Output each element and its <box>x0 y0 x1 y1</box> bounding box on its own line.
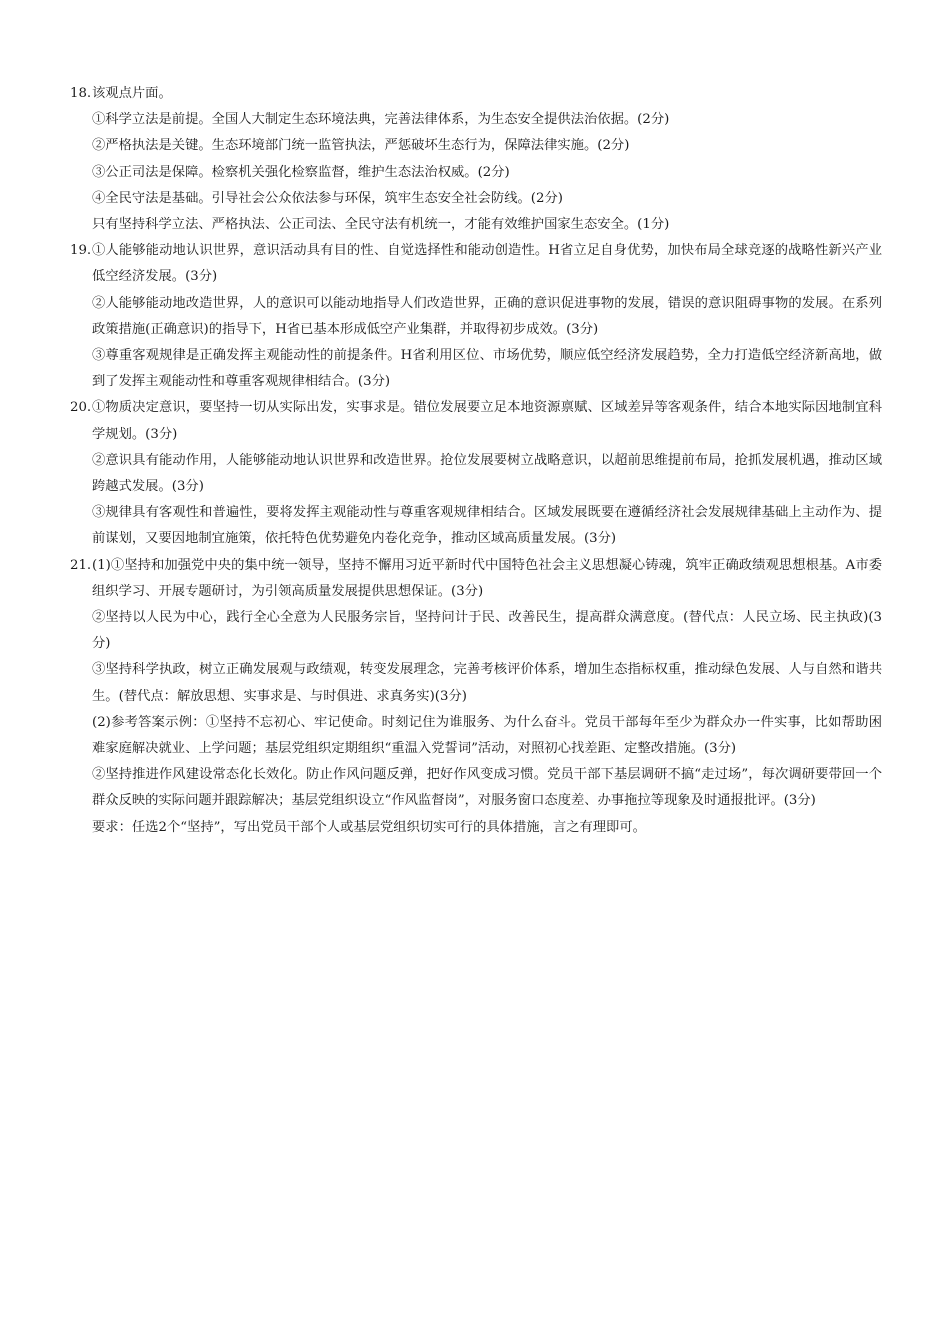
question-19-head <box>70 238 882 290</box>
answer-paragraph: ②坚持以人民为中心，践行全心全意为人民服务宗旨，坚持问计于民、改善民生，提高群众满意度。(替代点：人民立场、民主执政)(3分) <box>92 610 882 652</box>
answer-paragraph: (2)参考答案示例：①坚持不忘初心、牢记使命。时刻记住为谁服务、为什么奋斗。党员干部每年至少为群众办一件实事，比如帮助困难家庭解决就业、上学问题；基层党组织定期组织“重温入党誓词”活动，对照初心找差距、定整改措施。(3分) <box>92 714 882 757</box>
question-number: 19. <box>70 243 92 259</box>
question-number: 20. <box>70 400 92 416</box>
answer-paragraph: ①科学立法是前提。全国人大制定生态环境法典，完善法律体系，为生态安全提供法治依据。(2分) <box>92 112 670 128</box>
answer-line: 该观点片面。 <box>92 86 172 101</box>
answer-paragraph: ②坚持推进作风建设常态化长效化。防止作风问题反弹，把好作风变成习惯。党员干部下基层调研不搞“走过场”，每次调研要带回一个群众反映的实际问题并跟踪解决；基层党组织设立“作风监督岗”，对服务窗口态度差、办事拖拉等现象及时通报批评。(3分) <box>92 767 882 809</box>
answer-paragraph: 只有坚持科学立法、严格执法、公正司法、全民守法有机统一，才能有效维护国家生态安全。(1分) <box>92 217 670 233</box>
question-21-head <box>70 553 882 605</box>
question-18-first <box>92 81 882 107</box>
question-19-first <box>92 238 882 290</box>
question-20-first <box>92 395 882 447</box>
answer-paragraph: ③坚持科学执政，树立正确发展观与政绩观，转变发展理念，完善考核评价体系，增加生态指标权重，推动绿色发展、人与自然和谐共生。(替代点：解放思想、实事求是、与时俱进、求真务实)(3分) <box>92 662 882 704</box>
answer-paragraph: ③公正司法是保障。检察机关强化检察监督，维护生态法治权威。(2分) <box>92 164 510 180</box>
answer-paragraph: ②意识具有能动作用，人能够能动地认识世界和改造世界。抢位发展要树立战略意识，以超前思维提前布局，抢抓发展机遇，推动区域跨越式发展。(3分) <box>92 452 882 495</box>
answer-paragraph: (1)①坚持和加强党中央的集中统一领导，坚持不懈用习近平新时代中国特色社会主义思想凝心铸魂，筑牢正确政绩观思想根基。A市委组织学习、开展专题研讨，为引领高质量发展提供思想保证。(3分) <box>92 557 882 599</box>
answer-paragraph: ②人能够能动地改造世界，人的意识可以能动地指导人们改造世界，正确的意识促进事物的发展，错误的意识阻碍事物的发展。在系列政策措施(正确意识)的指导下，H省已基本形成低空产业集群，并取得初步成效。(3分) <box>92 295 882 337</box>
question-21-first <box>92 553 882 605</box>
question-number: 21. <box>70 557 92 573</box>
answer-paragraph: ②严格执法是关键。生态环境部门统一监管执法，严惩破坏生态行为，保障法律实施。(2分) <box>92 138 630 154</box>
answer-paragraph: ③尊重客观规律是正确发挥主观能动性的前提条件。H省利用区位、市场优势，顺应低空经济发展趋势，全力打造低空经济新高地，做到了发挥主观能动性和尊重客观规律相结合。(3分) <box>92 348 882 390</box>
requirement-note: 要求：任选2个“坚持”，写出党员干部个人或基层党组织切实可行的具体措施，言之有理即可。 <box>92 819 646 835</box>
question-20 <box>70 395 882 552</box>
answer-paragraph: ③规律具有客观性和普遍性，要将发挥主观能动性与尊重客观规律相结合。区域发展既要在遵循经济社会发展规律基础上主动作为、提前谋划，又要因地制宜施策，依托特色优势避免内卷化竞争，推动区域高质量发展。(3分) <box>92 505 882 547</box>
question-18 <box>70 81 882 238</box>
question-19 <box>70 238 882 395</box>
answer-content <box>70 81 882 841</box>
question-number: 18. <box>70 86 92 101</box>
question-20-head <box>70 395 882 447</box>
answer-paragraph: ①物质决定意识，要坚持一切从实际出发，实事求是。错位发展要立足本地资源禀赋、区域差异等客观条件，结合本地实际因地制宜科学规划。(3分) <box>92 400 882 442</box>
question-21 <box>70 553 882 841</box>
answer-paragraph: ①人能够能动地认识世界，意识活动具有目的性、自觉选择性和能动创造性。H省立足自身优势，加快布局全球竞逐的战略性新兴产业低空经济发展。(3分) <box>92 243 882 285</box>
question-18-head <box>70 81 882 107</box>
answer-paragraph: ④全民守法是基础。引导社会公众依法参与环保，筑牢生态安全社会防线。(2分) <box>92 190 563 206</box>
